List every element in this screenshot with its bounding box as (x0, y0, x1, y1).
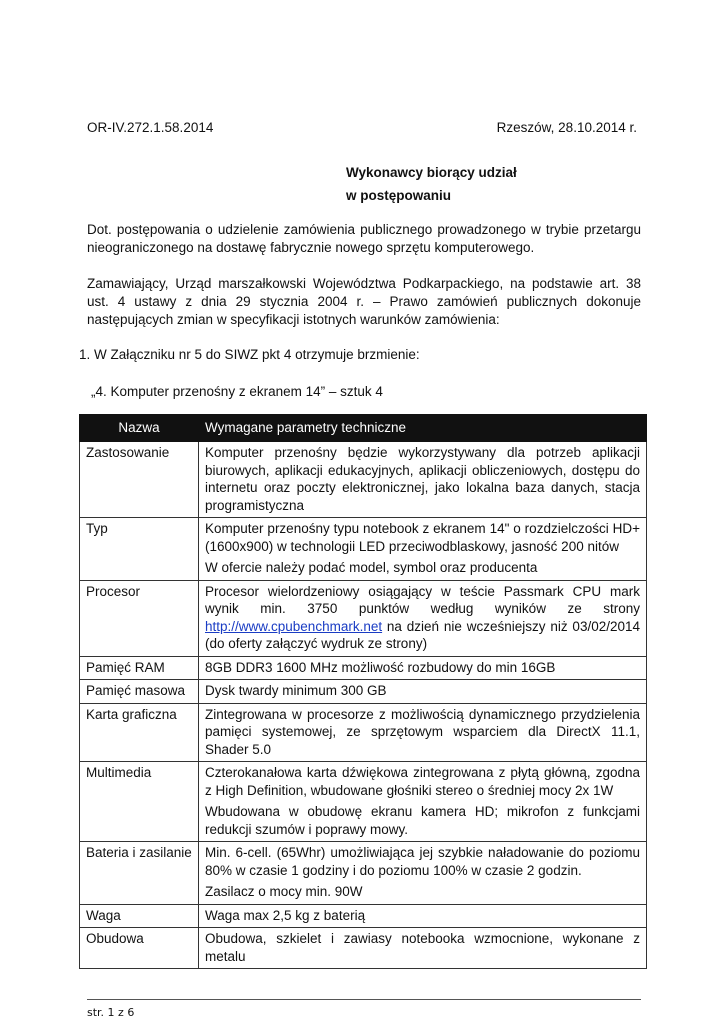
row-text: Waga max 2,5 kg z baterią (205, 907, 366, 923)
addressee (346, 161, 517, 207)
table-row (80, 703, 647, 762)
row-name: Procesor (80, 580, 199, 656)
table-row (80, 442, 647, 518)
header-params: Wymagane parametry techniczne (199, 415, 647, 442)
row-value (199, 580, 647, 656)
row-name: Obudowa (80, 928, 199, 969)
row-name: Multimedia (80, 762, 199, 842)
row-value (199, 762, 647, 842)
page-number: str. 1 z 6 (87, 1006, 135, 1019)
row-name: Bateria i zasilanie (80, 842, 199, 905)
item-title: „4. Komputer przenośny z ekranem 14” – sztuk 4 (91, 384, 383, 399)
row-text: Wbudowana w obudowę ekranu kamera HD; mikrofon z funkcjami redukcji szumów i poprawy mowy. (205, 804, 640, 837)
row-text: Dysk twardy minimum 300 GB (205, 683, 387, 698)
subject-paragraph: Dot. postępowania o udzielenie zamówienia publicznego prowadzonego w trybie przetargu nieograniczonego na dostawę fabrycznie nowego sprzętu komputerowego. (87, 222, 641, 255)
row-value (199, 656, 647, 680)
footer-divider (87, 999, 641, 1000)
table-row (80, 580, 647, 656)
row-text: W ofercie należy podać model, symbol oraz producenta (205, 560, 538, 575)
table-header-row (80, 415, 647, 442)
table-row (80, 928, 647, 969)
row-value (199, 518, 647, 581)
row-text (205, 583, 640, 653)
row-text: Obudowa, szkielet i zawiasy notebooka wzmocnione, wykonane z metalu (205, 931, 640, 964)
table-row (80, 656, 647, 680)
row-value (199, 842, 647, 905)
reference-number: OR-IV.272.1.58.2014 (87, 120, 214, 135)
row-value (199, 928, 647, 969)
numbered-item: 1. W Załączniku nr 5 do SIWZ pkt 4 otrzymuje brzmienie: (79, 347, 420, 362)
row-text: Zintegrowana w procesorze z możliwością dynamicznego przydzielenia pamięci systemowej, ze sprzętowym wsparciem dla DirectX 11.1, Shader 5.0 (205, 706, 640, 757)
table-row (80, 680, 647, 704)
row-text: Komputer przenośny będzie wykorzystywany dla potrzeb aplikacji biurowych, aplikacji edukacyjnych, aplikacji obliczeniowych, dostępu do internetu oraz poczty elektronicznej, jako lokalna baza danych, stacja programistyczna (205, 445, 640, 513)
table-row (80, 518, 647, 581)
row-name: Pamięć masowa (80, 680, 199, 704)
addressee-line-1: Wykonawcy biorący udział (346, 165, 517, 180)
row-name: Waga (80, 904, 199, 928)
table-row (80, 904, 647, 928)
row-text-pre: Procesor wielordzeniowy osiągający w teście Passmark CPU mark wynik min. 3750 punktów według wyników ze strony (205, 583, 640, 616)
row-name: Typ (80, 518, 199, 581)
row-value (199, 680, 647, 704)
header-name: Nazwa (80, 415, 199, 442)
row-text: Czterokanałowa karta dźwiękowa zintegrowana z płytą główną, zgodna z High Definition, wbudowane głośniki stereo o średniej mocy 2x 1W (205, 765, 640, 798)
row-text: 8GB DDR3 1600 MHz możliwość rozbudowy do min 16GB (205, 659, 556, 675)
row-value (199, 442, 647, 518)
row-name: Pamięć RAM (80, 656, 199, 680)
row-text-post: na dzień nie wcześniejszy niż 03/02/2014 (do oferty załączyć wydruk ze strony) (205, 618, 640, 651)
row-name: Karta graficzna (80, 703, 199, 762)
addressee-line-2: w postępowaniu (346, 188, 452, 203)
row-text: Komputer przenośny typu notebook z ekranem 14" o rozdzielczości HD+ (1600x900) w technologii LED przeciwodblaskowy, jasność 200 nitów (205, 521, 640, 554)
table-row (80, 762, 647, 842)
row-value (199, 904, 647, 928)
cpubenchmark-link[interactable]: http://www.cpubenchmark.net (205, 618, 383, 634)
spec-table (79, 414, 647, 969)
header-row (87, 120, 637, 138)
row-text: Min. 6-cell. (65Whr) umożliwiająca jej szybkie naładowanie do poziomu 80% w czasie 1 godziny i do poziomu 100% w czasie 2 godzin. (205, 845, 640, 878)
place-date: Rzeszów, 28.10.2014 r. (496, 120, 637, 135)
row-value (199, 703, 647, 762)
table-row (80, 842, 647, 905)
intro-paragraph: Zamawiający, Urząd marszałkowski Województwa Podkarpackiego, na podstawie art. 38 ust. 4 ustawy z dnia 29 stycznia 2004 r. – Prawo zamówień publicznych dokonuje następujących zmian w specyfikacji istotnych warunków zamówienia: (87, 276, 641, 327)
row-text: Zasilacz o mocy min. 90W (205, 884, 363, 899)
row-name: Zastosowanie (80, 442, 199, 518)
